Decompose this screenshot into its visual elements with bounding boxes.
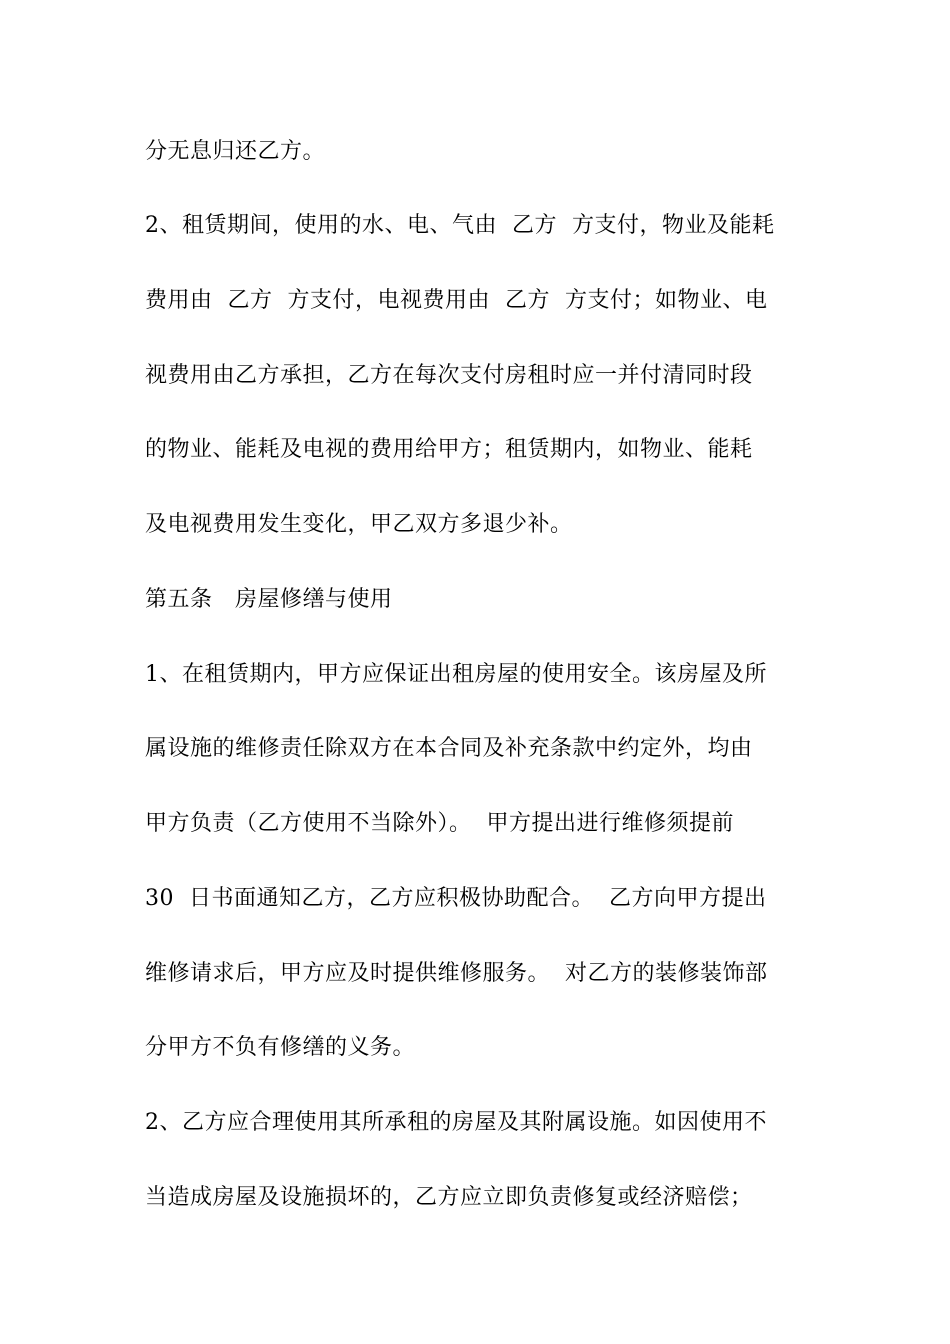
text-line: 2、租赁期间，使用的水、电、气由 乙方 方支付，物业及能耗 xyxy=(145,213,775,238)
text-line: 1、在租赁期内，甲方应保证出租房屋的使用安全。该房屋及所 xyxy=(145,662,767,687)
text-line: 2、乙方应合理使用其所承租的房屋及其附属设施。如因使用不 xyxy=(145,1110,767,1135)
text-line: 维修请求后，甲方应及时提供维修服务。 对乙方的装修装饰部 xyxy=(145,961,768,986)
text-line: 当造成房屋及设施损坏的，乙方应立即负责修复或经济赔偿； xyxy=(145,1185,753,1210)
text-line: 属设施的维修责任除双方在本合同及补充条款中约定外，均由 xyxy=(145,736,753,761)
text-line: 及电视费用发生变化，甲乙双方多退少补。 xyxy=(145,512,573,537)
section-heading: 第五条 房屋修缮与使用 xyxy=(145,587,393,612)
text-line: 甲方负责（乙方使用不当除外）。 甲方提出进行维修须提前 xyxy=(145,811,734,836)
text-line: 分无息归还乙方。 xyxy=(145,139,326,164)
text-line: 30 日书面通知乙方，乙方应积极协助配合。 乙方向甲方提出 xyxy=(145,886,767,911)
text-line: 视费用由乙方承担，乙方在每次支付房租时应一并付清同时段 xyxy=(145,363,753,388)
text-line: 的物业、能耗及电视的费用给甲方；租赁期内，如物业、能耗 xyxy=(145,437,753,462)
text-line: 费用由 乙方 方支付，电视费用由 乙方 方支付；如物业、电 xyxy=(145,288,768,313)
text-line: 分甲方不负有修缮的义务。 xyxy=(145,1035,416,1060)
